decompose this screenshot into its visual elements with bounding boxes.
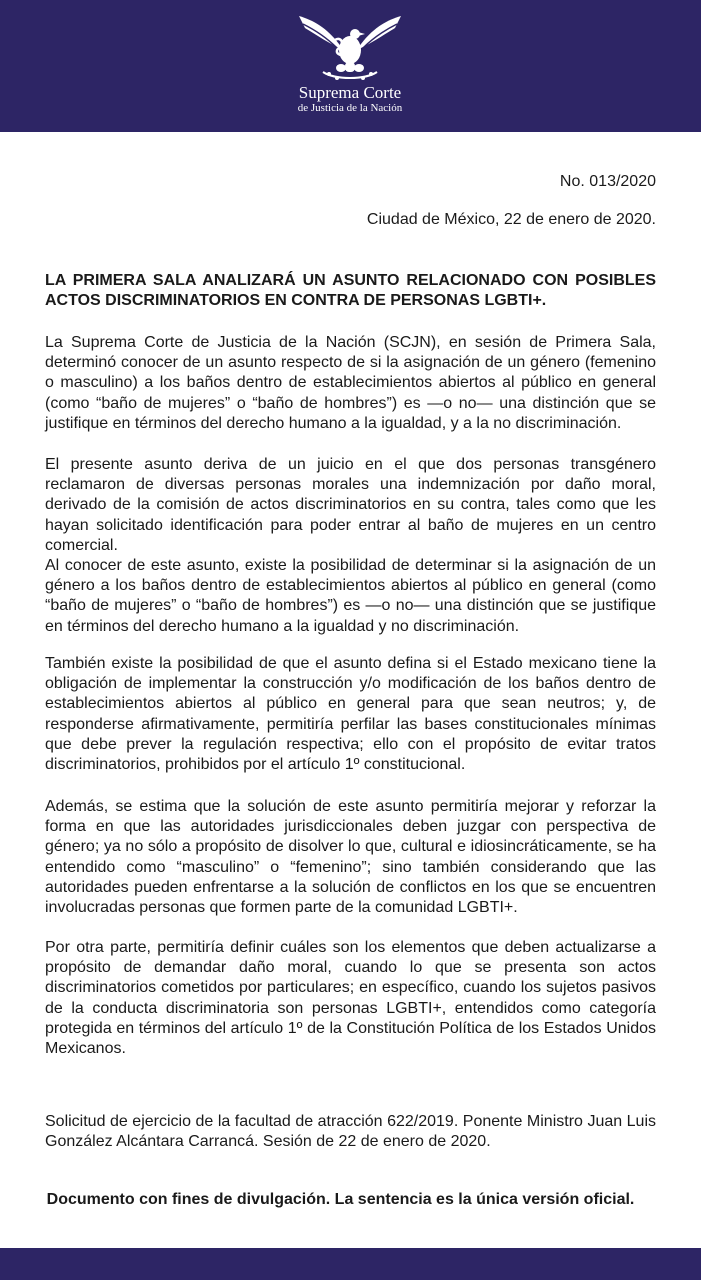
paragraph-4: También existe la posibilidad de que el asunto defina si el Estado mexicano tiene la obligación de implementar la construcción y/o modificación de los baños dentro de establecimientos abiertos al público en general para que sean neutros; y, de responderse afirmativamente, permitiría perfilar las bases constitucionales mínimas que debe prever la regulación respectiva; ello con el propósito de evitar tratos discriminatorios, prohibidos por el artículo 1º constitucional. xyxy=(45,655,656,774)
paragraph-1: La Suprema Corte de Justicia de la Nación (SCJN), en sesión de Primera Sala, determinó conocer de un asunto respecto de si la asignación de un género (femenino o masculino) a los baños dentro de establecimientos abiertos al público en general (como “baño de mujeres” o “baño de hombres”) es —o no— una distinción que se justifique en términos del derecho humano a la igualdad, y a la no discriminación. xyxy=(45,334,656,432)
paragraph-6: Por otra parte, permitiría definir cuáles son los elementos que deben actualizarse a propósito de demandar daño moral, cuando lo que se presenta son actos discriminatorios cometidos por particulares; en específico, cuando los sujetos pasivos de la conducta discriminatoria son personas LGBTI+, entendidos como categoría protegida en términos del artículo 1º de la Constitución Política de los Estados Unidos Mexicanos. xyxy=(45,939,656,1058)
case-reference: Solicitud de ejercicio de la facultad de atracción 622/2019. Ponente Ministro Juan Luis González Alcántara Carrancá. Sesión de 22 de enero de 2020. xyxy=(45,1113,656,1151)
header-banner xyxy=(0,0,701,132)
document-number: No. 013/2020 xyxy=(559,173,656,190)
paragraph-2: El presente asunto deriva de un juicio en el que dos personas transgénero reclamaron de diversas personas morales una indemnización por daño moral, derivado de la comisión de actos discriminatorios en su contra, tales como que les hayan solicitado identificación para poder entrar al baño de mujeres en un centro comercial. xyxy=(45,456,656,554)
disclaimer: Documento con fines de divulgación. La sentencia es la única versión oficial. xyxy=(46,1191,635,1208)
brand-name: Suprema Corte xyxy=(298,83,402,102)
brand-subtitle: de Justicia de la Nación xyxy=(297,102,403,114)
paragraph-5: Además, se estima que la solución de este asunto permitiría mejorar y reforzar la forma en que las autoridades jurisdiccionales deben juzgar con perspectiva de género; ya no sólo a propósito de disolver lo que, cultural e idiosincráticamente, se ha entendido como “masculino” o “femenino”; sino también considerando que las autoridades pueden enfrentarse a la solución de conflictos en los que se encuentren involucradas personas que formen parte de la comunidad LGBTI+. xyxy=(45,798,656,917)
paragraph-3: Al conocer de este asunto, existe la posibilidad de determinar si la asignación de un género a los baños dentro de establecimientos abiertos al público en general (como “baño de mujeres” o “baño de hombres”) es —o no— una distinción que se justifique en términos del derecho humano a la igualdad y no discriminación. xyxy=(45,557,656,635)
document-headline: LA PRIMERA SALA ANALIZARÁ UN ASUNTO RELACIONADO CON POSIBLES ACTOS DISCRIMINATORIOS EN CONTRA DE PERSONAS LGBTI+. xyxy=(45,272,656,309)
document-date: Ciudad de México, 22 de enero de 2020. xyxy=(366,211,656,228)
footer-bar xyxy=(0,1248,701,1280)
